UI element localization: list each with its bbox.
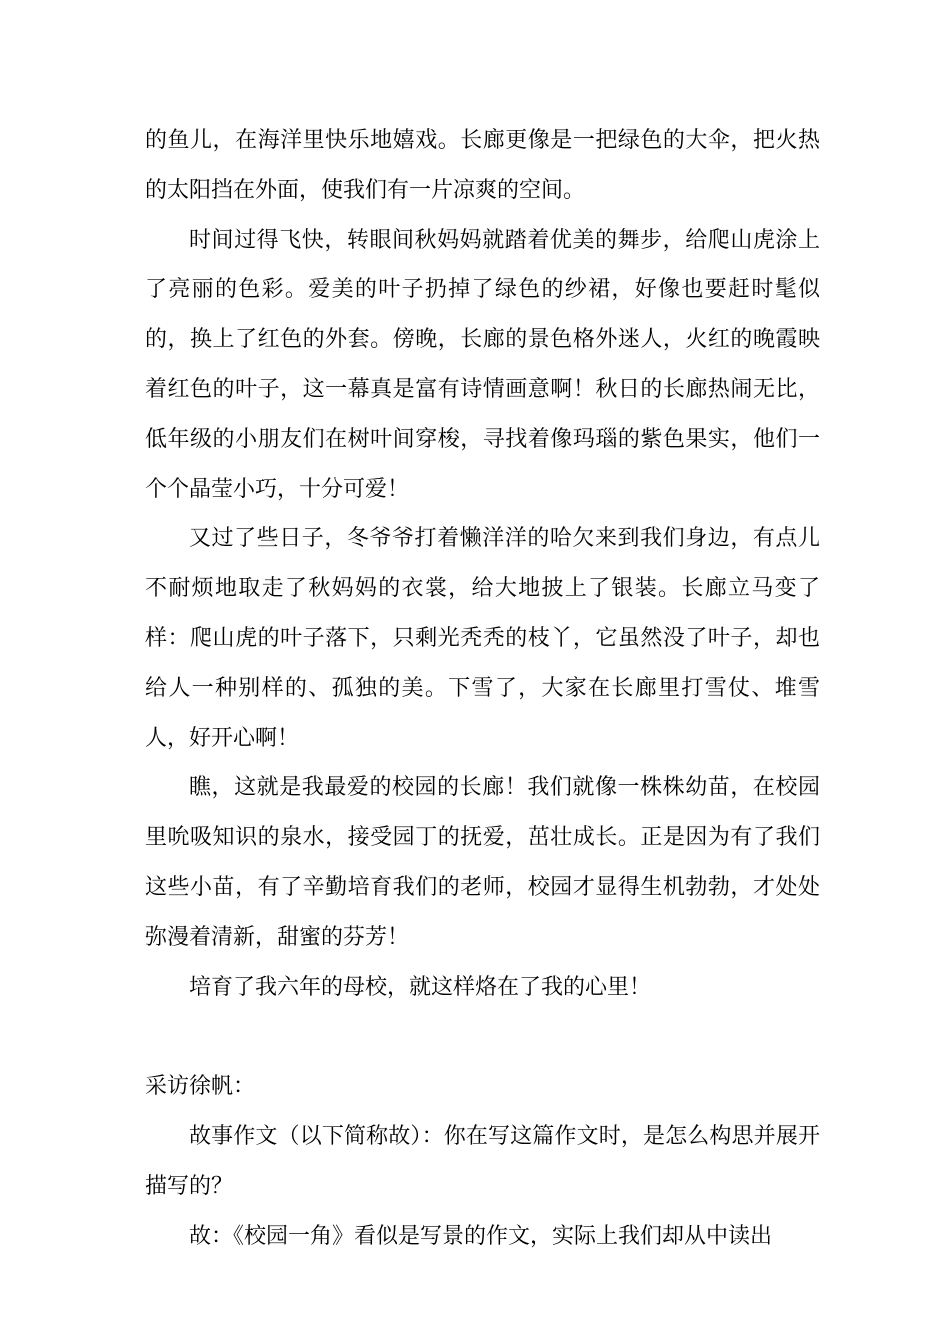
document-body bbox=[145, 116, 820, 1261]
paragraph-winter: 又过了些日子，冬爷爷打着懒洋洋的哈欠来到我们身边，有点儿不耐烦地取走了秋妈妈的衣裳，给大地披上了银装。长廊立马变了样：爬山虎的叶子落下，只剩光秃秃的枝丫，它虽然没了叶子，却也给人一种别样的、孤独的美。下雪了，大家在长廊里打雪仗、堆雪人，好开心啊！ bbox=[145, 526, 820, 751]
interview-answer: 故：《校园一角》看似是写景的作文，实际上我们却从中读出 bbox=[189, 1223, 773, 1249]
paragraph-conclusion: 瞧，这就是我最爱的校园的长廊！我们就像一株株幼苗，在校园里吮吸知识的泉水，接受园丁的抚爱，茁壮成长。正是因为有了我们这些小苗，有了辛勤培育我们的老师，校园才显得生机勃勃，才处处弥漫着清新，甜蜜的芬芳！ bbox=[145, 775, 820, 950]
paragraph-closing: 培育了我六年的母校，就这样烙在了我的心里！ bbox=[189, 974, 652, 1000]
interview-heading: 采访徐帆： bbox=[145, 1074, 256, 1100]
paragraph-continuation: 的鱼儿，在海洋里快乐地嬉戏。长廊更像是一把绿色的大伞，把火热的太阳挡在外面，使我们有一片凉爽的空间。 bbox=[145, 128, 820, 203]
blank-line bbox=[145, 1012, 820, 1062]
interview-question: 故事作文（以下简称故）：你在写这篇作文时，是怎么构思并展开描写的？ bbox=[145, 1123, 820, 1199]
paragraph-autumn: 时间过得飞快，转眼间秋妈妈就踏着优美的舞步，给爬山虎涂上了亮丽的色彩。爱美的叶子扔掉了绿色的纱裙，好像也要赶时髦似的，换上了红色的外套。傍晚，长廊的景色格外迷人，火红的晚霞映着红色的叶子，这一幕真是富有诗情画意啊！秋日的长廊热闹无比，低年级的小朋友们在树叶间穿梭，寻找着像玛瑙的紫色果实，他们一个个晶莹小巧，十分可爱！ bbox=[145, 227, 820, 502]
